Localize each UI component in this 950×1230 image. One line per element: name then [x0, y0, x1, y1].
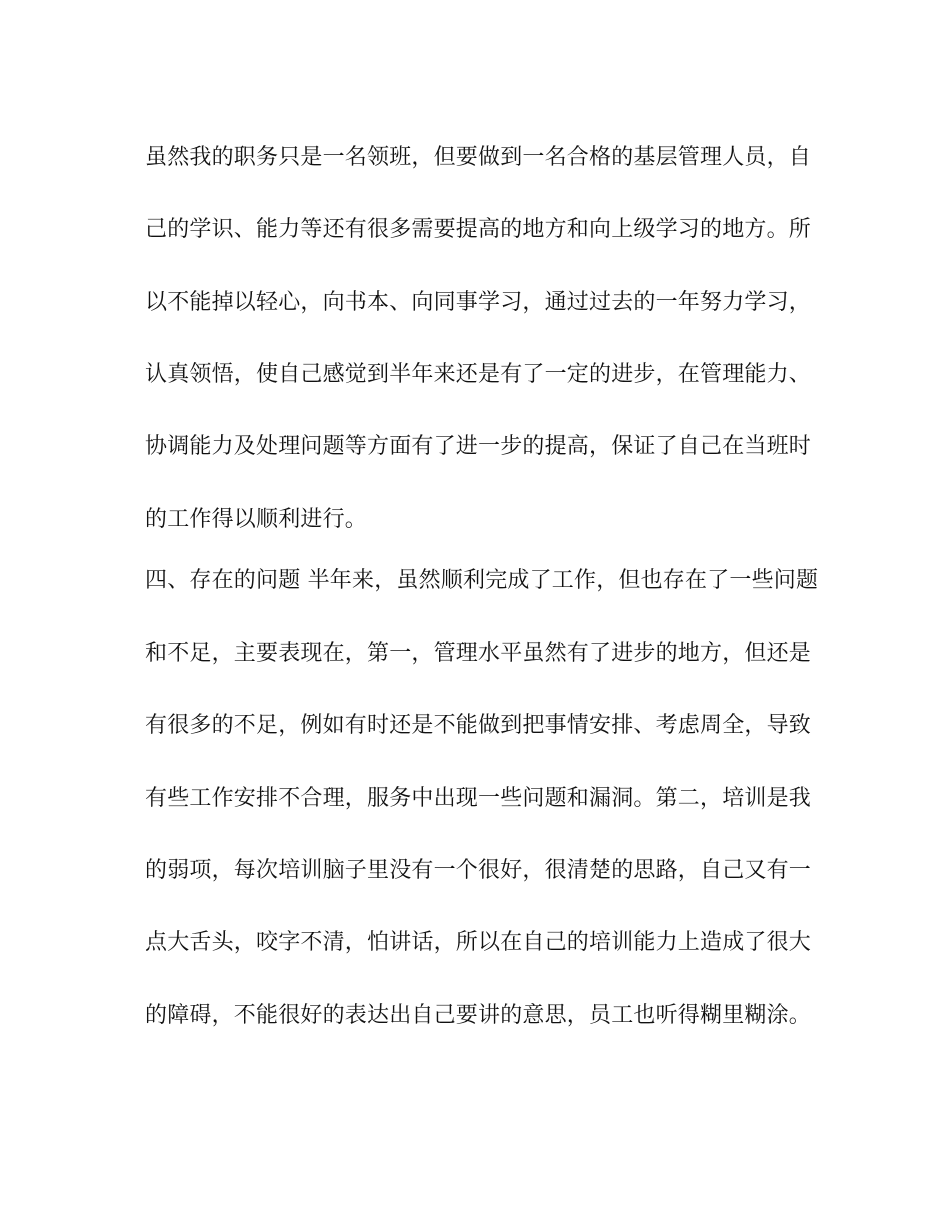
text-line: 点大舌头，咬字不清，怕讲话，所以在自己的培训能力上造成了很大 — [145, 930, 812, 955]
text-line: 有很多的不足，例如有时还是不能做到把事情安排、考虑周全，导致 — [145, 713, 812, 738]
text-line: 四、存在的问题 半年来，虽然顺利完成了工作，但也存在了一些问题 — [145, 568, 819, 593]
text-line: 的障碍，不能很好的表达出自己要讲的意思，员工也听得糊里糊涂。 — [145, 1003, 812, 1028]
text-line: 认真领悟，使自己感觉到半年来还是有了一定的进步，在管理能力、 — [145, 362, 812, 387]
text-line: 协调能力及处理问题等方面有了进一步的提高，保证了自己在当班时 — [145, 434, 812, 459]
text-line: 有些工作安排不合理，服务中出现一些问题和漏洞。第二，培训是我 — [145, 786, 812, 811]
text-line: 虽然我的职务只是一名领班，但要做到一名合格的基层管理人员，自 — [145, 145, 812, 170]
text-line: 以不能掉以轻心，向书本、向同事学习，通过过去的一年努力学习， — [145, 290, 812, 315]
text-line: 的工作得以顺利进行。 — [145, 507, 368, 532]
text-line: 的弱项，每次培训脑子里没有一个很好，很清楚的思路，自己又有一 — [145, 858, 812, 883]
text-line: 己的学识、能力等还有很多需要提高的地方和向上级学习的地方。所 — [145, 217, 812, 242]
text-line: 和不足，主要表现在，第一，管理水平虽然有了进步的地方，但还是 — [145, 641, 812, 666]
